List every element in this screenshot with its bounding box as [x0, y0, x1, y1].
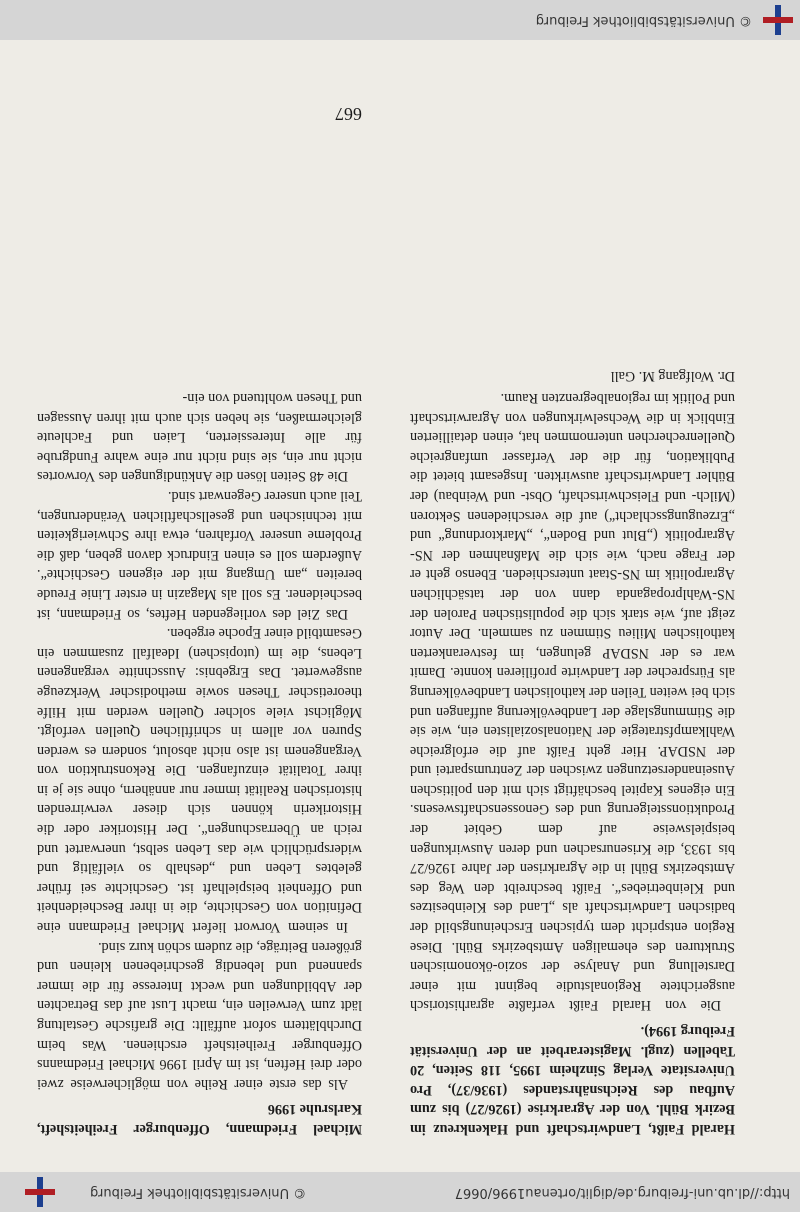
review-paragraph: Als das erste einer Reihe von möglicherweise zwei oder drei Heften, ist im April 1996 Michael Friedmanns Offenburger Freiheitsheft erschienen. Was beim Durchblättern sofort auffällt: Die grafische Gestaltung lädt zum Verweilen ein, macht Lust auf das Betrachten der Abbildungen und weckt Interesse für die immer spannend und lebendig geschriebenen kleinen und größeren Beiträge, die zudem schön kurz sind. [37, 938, 362, 1092]
ub-freiburg-logo-icon [20, 1172, 60, 1212]
review-paragraph: Das Ziel des vorliegenden Heftes, so Friedmann, ist bescheidener. Es soll als Magazin in erster Linie Freude bereiten „am Umgang mit der eigenen Geschichte“. Außerdem soll es einen Eindruck davon geben, daß die Probleme unserer Vorfahren, etwa ihre Schwierigkeiten mit technischen und gesellschaftlichen Veränderungen, Teil auch unserer Gegenwart sind. [37, 488, 362, 622]
review-heading: Harald Faißt, Landwirtschaft und Hakenkreuz im Bezirk Bühl. Von der Agrarkrise (1926/27) bis zum Aufbau des Reichsnährstandes (1936/37), Pro Universitate Verlag Sinzheim 1995, 118 Seiten, 20 Tabellen (zugl. Magisterarbeit an der Universität Freiburg 1994). [410, 1023, 735, 1137]
review-paragraph: In seinem Vorwort liefert Michael Friedmann eine Definition von Geschichte, die in ihrer Bescheidenheit und Offenheit beispielhaft ist. Geschichte sei früher gelebtes Leben und „deshalb so vielfältig und widersprüchlich wie das Leben selbst, unerwartet und reich an Überraschungen“. Der Historiker oder die Historikerin können sich dieser verwirrenden historischen Realität immer nur annähern, ohne sie je in ihrer Totalität einzufangen. Die Rekonstruktion von Vergangenem ist also nicht absolut, sondern es werden Spuren vor allem in schriftlichen Quellen verfolgt. Möglichst viele solcher Quellen werden mit Hilfe theoretischer Thesen sowie methodischer Werkzeuge ausgewertet. Das Ergebnis: Ausschnitte vergangenen Lebens, die im (utopischen) Idealfall zusammen ein Gesamtbild einer Epoche ergeben. [37, 625, 362, 936]
review-paragraph: Die 48 Seiten lösen die Ankündigungen des Vorwortes nicht nur ein, sie sind nicht nur eine wahre Fundgrube für alle Interessierten, Laien und Fachleute gleichermaßen, sie heben sich auch mit ihren Aussagen und Thesen wohltuend von ein- [37, 390, 362, 485]
scanned-page [30, 40, 750, 1172]
library-copyright: © Universitätsbibliothek Freiburg [535, 13, 752, 28]
review-signature: Dr. Wolfgang M. Gall [610, 368, 735, 385]
left-column [410, 366, 735, 1138]
library-copyright: © Universitätsbibliothek Freiburg [90, 1185, 307, 1200]
right-column [37, 387, 362, 1138]
viewer-footer-bar [0, 0, 800, 40]
review-paragraph: Die von Harald Faißt verfaßte agrarhistorisch ausgerichtete Regionalstudie beginnt mit einer Darstellung und Analyse der sozio-ökonomischen Strukturen des ehemaligen Amtsbezirks Bühl. Diese Region entspricht dem typischen Erscheinungsbild der badischen Landwirtschaft als „Land des Kleinbesitzes und Kleinbetriebes“. Faißt beschreibt den Weg des Amtsbezirks Bühl in die Agrarkrisen der Jahre 1926/27 bis 1933, die Krisenursachen und deren Auswirkungen beispielsweise auf dem Gebiet der Produktionssteigerung und des Genossenschaftswesens. Ein eigenes Kapitel beschäftigt sich mit den politischen Auseinandersetzungen zwischen der Zentrumspartei und der NSDAP. Hier geht Faißt auf die erfolgreiche Wahlkampfstrategie der Nationalsozialisten ein, wie sie die Stimmungslage der Landbevölkerung auffangen und sich bei weiten Teilen der katholischen Landbevölkerung als Fürsprecher der Landwirte profilieren konnte. Damit war es der NSDAP gelungen, im festverankerten katholischen Milieu Stimmen zu sammeln. Der Autor zeigt auf, wie stark sich die populistischen Parolen der NS-Wahlpropaganda dann von der tatsächlichen Agrarpolitik im NS-Staat unterschieden. Ebenso geht er der Frage nach, wie sich die Maßnahmen der NS-Agrarpolitik („Blut und Boden“, „Marktordnung“ und „Erzeugungsschlacht“) auf die verschiedenen Sektoren (Milch- und Fleischwirtschaft, Obst- und Weinbau) der Bühler Landwirtschaft auswirkten. Insgesamt bietet die Publikation, für die der Verfasser umfangreiche Quellenrecherchen unternommen hat, einen detaillierten Einblick in die Wechselwirkungen von Agrarwirtschaft und Politik im regionalbegrenzten Raum. [410, 390, 735, 1014]
viewer-header-bar [0, 1172, 800, 1212]
ub-freiburg-logo-icon [758, 0, 798, 40]
page-number: 667 [335, 104, 362, 124]
review-heading: Michael Friedmann, Offenburger Freiheitsheft, Karlsruhe 1996 [37, 1101, 362, 1137]
source-url[interactable]: http://dl.ub.uni-freiburg.de/diglit/ortenau1996/0667 [454, 1185, 790, 1200]
